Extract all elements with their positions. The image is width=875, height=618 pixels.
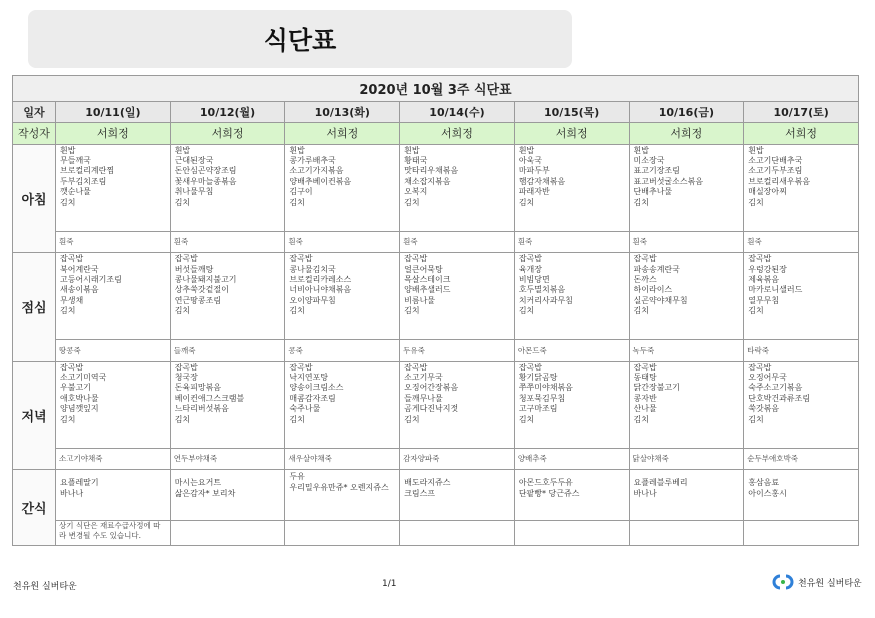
menu-item: 단호박건과류조림: [748, 393, 811, 403]
menu-item: 소고기무국: [404, 373, 443, 383]
writer-cell: 서희정: [170, 123, 285, 145]
menu-item: 쑥갓볶음: [748, 404, 780, 414]
menu-item: 깻순나물: [60, 187, 91, 197]
porridge-cell: 양배추죽: [514, 448, 629, 470]
porridge-cell: 땅콩죽: [56, 340, 171, 362]
writer-cell: 서희정: [400, 123, 515, 145]
porridge-cell: 타락죽: [744, 340, 859, 362]
menu-item: 잡곡밥: [518, 362, 542, 372]
menu-item: 오징어간장볶음: [404, 383, 459, 393]
menu-item: 애호박나물: [60, 393, 99, 403]
menu-item: 채소잡지볶음: [404, 176, 451, 186]
menu-item: 김치: [518, 197, 535, 207]
menu-item: 동태탕: [633, 373, 657, 383]
menu-item: 김치: [289, 414, 305, 424]
menu-item: 김치: [174, 197, 191, 207]
day-header: 10/15(목): [514, 101, 629, 123]
porridge-cell: 흰죽: [285, 231, 400, 253]
menu-item: 무들깨국: [60, 156, 91, 165]
writer-cell: 서희정: [56, 123, 171, 145]
porridge-cell: 흰죽: [400, 231, 515, 253]
menu-item: 김치: [633, 414, 649, 424]
menu-item: 취나물무침: [174, 187, 214, 197]
menu-item: 연근땅콩조림: [174, 295, 222, 305]
menu-item: 새송이볶음: [60, 285, 99, 295]
menu-item: 바나나: [60, 488, 84, 498]
menu-item: 베이컨애그스크램블: [174, 393, 245, 403]
menu-item: 목살스테이크: [404, 274, 451, 284]
writer-cell: 서희정: [285, 123, 400, 145]
menu-cell: [170, 253, 285, 340]
menu-item: 실곤약야채무침: [633, 295, 688, 305]
menu-item: 황태국: [404, 156, 428, 165]
menu-item: 브로컬리계란찜: [60, 166, 115, 176]
menu-item: 잡곡밥: [748, 254, 772, 264]
menu-item: 우리밀우유만쥬* 오렌지쥬스: [289, 482, 389, 492]
menu-item: 들깨무나물: [404, 393, 443, 403]
menu-item: 느타리버섯볶음: [174, 404, 229, 414]
menu-cell: [285, 253, 400, 340]
menu-item: 잡곡밥: [633, 362, 657, 372]
menu-item: 돈육피망볶음: [174, 383, 222, 393]
menu-item: 숙주나물: [289, 404, 321, 414]
menu-item: 잡곡밥: [404, 254, 428, 264]
menu-item: 김치: [289, 306, 305, 316]
porridge-cell: 아몬드죽: [514, 340, 629, 362]
footer-logo-text: 천유원 실버타운: [798, 578, 862, 589]
menu-cell: [400, 361, 515, 448]
writer-cell: 서희정: [744, 123, 859, 145]
menu-item: 김치: [518, 306, 535, 316]
porridge-cell: 새우살야채죽: [285, 448, 400, 470]
menu-item: 삶은감자* 보리차: [174, 488, 236, 498]
menu-item: 닭간장불고기: [633, 383, 680, 393]
menu-item: 소고기가지볶음: [289, 166, 344, 176]
menu-item: 잡곡밥: [633, 254, 657, 264]
menu-cell: [629, 144, 744, 231]
menu-item: 김치: [404, 197, 420, 207]
menu-item: 홍삼음료: [748, 478, 780, 488]
porridge-cell: 흰죽: [514, 231, 629, 253]
menu-cell: [56, 144, 171, 231]
menu-item: 맛타리우채볶음: [404, 166, 459, 176]
menu-item: 낙지연포탕: [289, 373, 329, 383]
menu-item: 김치: [404, 306, 420, 316]
menu-item: 콩가루배추국: [289, 156, 336, 165]
menu-item: 흰밥: [404, 145, 420, 155]
footer-facility-name: 천유원 실버타운: [13, 582, 77, 592]
menu-item: 양념깻잎지: [60, 404, 99, 414]
menu-cell: [56, 253, 171, 340]
menu-item: 청국장: [174, 373, 198, 383]
menu-item: 흰밥: [60, 145, 76, 155]
day-header: 10/11(일): [56, 101, 171, 123]
menu-cell: [629, 253, 744, 340]
menu-item: 고구마조림: [518, 404, 558, 414]
menu-item: 양송이크림소스: [289, 383, 344, 393]
menu-item: 하이라이스: [633, 285, 673, 295]
menu-item: 무생채: [60, 295, 84, 305]
menu-cell: [514, 253, 629, 340]
menu-cell: [285, 144, 400, 231]
menu-item: 근대된장국: [174, 156, 214, 165]
menu-cell: [56, 361, 171, 448]
page-title: 식단표: [263, 26, 337, 55]
menu-item: 콩나물김치국: [289, 264, 336, 274]
menu-item: 비름나물: [404, 295, 436, 305]
writer-label: 작성자: [13, 123, 56, 145]
menu-item: 북어계란국: [60, 264, 99, 274]
menu-item: 김치: [633, 197, 649, 207]
menu-item: 단팥빵* 당근쥬스: [518, 488, 580, 498]
porridge-cell: 연두부야채죽: [170, 448, 285, 470]
menu-item: 김구이: [289, 187, 313, 197]
menu-item: 소고기미역국: [60, 373, 107, 383]
menu-item: 오징어무국: [748, 373, 787, 383]
menu-item: 흰밥: [633, 145, 649, 155]
menu-cell: [170, 144, 285, 231]
menu-item: 김치: [174, 306, 191, 316]
menu-item: 브로컬리카레소스: [289, 274, 352, 284]
menu-item: 아이스홍시: [748, 488, 787, 498]
menu-item: 잡곡밥: [174, 362, 198, 372]
menu-item: 김치: [748, 306, 764, 316]
menu-item: 김치: [748, 414, 764, 424]
menu-item: 마카로니샐러드: [748, 285, 803, 295]
meal-label-dinner: 저녁: [13, 361, 56, 470]
menu-item: 흰밥: [174, 145, 191, 155]
footer-logo: [772, 574, 862, 590]
menu-item: 단배추나물: [633, 187, 673, 197]
menu-item: 김치: [60, 197, 76, 207]
menu-item: 콩나물돼지불고기: [174, 274, 237, 284]
menu-item: 김치: [289, 197, 305, 207]
menu-cell: [629, 361, 744, 448]
menu-item: 흰밥: [289, 145, 305, 155]
day-header: 10/17(토): [744, 101, 859, 123]
day-header: 10/12(월): [170, 101, 285, 123]
day-header: 10/14(수): [400, 101, 515, 123]
meal-label-breakfast: 아침: [13, 144, 56, 253]
writer-cell: 서희정: [514, 123, 629, 145]
menu-item: 양배추샐러드: [404, 285, 451, 295]
day-header: 10/13(화): [285, 101, 400, 123]
menu-item: 김치: [404, 414, 420, 424]
menu-item: 파래자반: [518, 187, 550, 197]
page-title-box: [28, 10, 572, 68]
menu-item: 김치: [60, 414, 76, 424]
menu-item: 돈까스: [633, 274, 657, 284]
menu-cell: [285, 470, 400, 521]
menu-cell: [170, 361, 285, 448]
menu-item: 얼큰어묵탕: [404, 264, 443, 274]
porridge-cell: 콩죽: [285, 340, 400, 362]
menu-item: 잡곡밥: [289, 254, 313, 264]
menu-item: 소고기단배추국: [748, 156, 803, 165]
menu-cell: [170, 470, 285, 521]
menu-item: 파송송계란국: [633, 264, 680, 274]
menu-item: 오이양파무침: [289, 295, 336, 305]
porridge-cell: 흰죽: [629, 231, 744, 253]
menu-item: 잡곡밥: [60, 362, 84, 372]
menu-item: 콩자반: [633, 393, 657, 403]
menu-item: 버섯들깨탕: [174, 264, 214, 274]
menu-item: 요플레딸기: [60, 478, 99, 488]
menu-item: 매콤감자조림: [289, 393, 336, 403]
menu-item: 김치: [60, 306, 76, 316]
menu-cell: [400, 470, 515, 521]
meal-label-snack: 간식: [13, 470, 56, 546]
menu-item: 황기닭곰탕: [518, 373, 558, 383]
porridge-cell: 들깨죽: [170, 340, 285, 362]
menu-item: 잡곡밥: [748, 362, 772, 372]
sheet-title: 2020년 10월 3주 식단표: [13, 76, 859, 102]
menu-item: 육개장: [518, 264, 542, 274]
menu-item: 바나나: [633, 488, 657, 498]
menu-item: 치커리사과무침: [518, 295, 573, 305]
menu-item: 마시는요거트: [174, 478, 222, 488]
menu-item: 흰밥: [748, 145, 764, 155]
menu-item: 김치: [174, 414, 191, 424]
menu-item: 미소장국: [633, 156, 665, 165]
menu-item: 아욱국: [518, 156, 542, 165]
porridge-cell: 흰죽: [56, 231, 171, 253]
menu-item: 호두멸치볶음: [518, 285, 566, 295]
menu-item: 브로컬리새우볶음: [748, 176, 811, 186]
menu-item: 잡곡밥: [289, 362, 313, 372]
menu-cell: [744, 144, 859, 231]
menu-table: [12, 75, 859, 546]
menu-item: 김치: [518, 414, 535, 424]
menu-item: 마파두부: [518, 166, 550, 176]
menu-item: 돈안심곤약장조림: [174, 166, 237, 176]
menu-item: 곰게다진낙지젓: [404, 404, 459, 414]
menu-item: 우불고기: [60, 383, 91, 393]
menu-item: 요플레블루베리: [633, 478, 688, 488]
menu-cell: [400, 253, 515, 340]
menu-item: 너비아니야채볶음: [289, 285, 352, 295]
menu-item: 숙주소고기볶음: [748, 383, 803, 393]
porridge-cell: 닭살야채죽: [629, 448, 744, 470]
menu-cell: [514, 470, 629, 521]
menu-item: 아몬드호두두유: [518, 478, 573, 488]
menu-item: 매실장아찌: [748, 187, 787, 197]
menu-cell: [744, 253, 859, 340]
footer-page-number: 1/1: [382, 579, 397, 589]
porridge-cell: 순두부애호박죽: [744, 448, 859, 470]
menu-item: 비빔당면: [518, 274, 550, 284]
menu-item: 잡곡밥: [518, 254, 542, 264]
menu-item: 햄감자채볶음: [518, 176, 566, 186]
menu-item: 제육볶음: [748, 274, 780, 284]
menu-item: 표고버섯굴소스볶음: [633, 176, 704, 186]
menu-cell: [629, 470, 744, 521]
menu-item: 우렁강된장: [748, 264, 787, 274]
menu-item: 크림스프: [404, 488, 436, 498]
menu-item: 오복지: [404, 187, 428, 197]
porridge-cell: 흰죽: [170, 231, 285, 253]
porridge-cell: 두유죽: [400, 340, 515, 362]
menu-item: 산나물: [633, 404, 657, 414]
silver-town-logo-icon: [772, 574, 794, 590]
porridge-cell: 감자양파죽: [400, 448, 515, 470]
menu-cell: [285, 361, 400, 448]
menu-item: 두유: [289, 472, 305, 482]
menu-item: 열무무침: [748, 295, 780, 305]
menu-item: 소고기두부조림: [748, 166, 803, 176]
menu-cell: [56, 470, 171, 521]
porridge-cell: 흰죽: [744, 231, 859, 253]
menu-item: 잡곡밥: [404, 362, 428, 372]
menu-item: 배도라지쥬스: [404, 478, 451, 488]
meal-label-lunch: 점심: [13, 253, 56, 362]
menu-item: 두부김치조림: [60, 176, 107, 186]
menu-item: 흰밥: [518, 145, 535, 155]
menu-cell: [744, 470, 859, 521]
menu-item: 고등어시래기조림: [60, 274, 122, 284]
menu-cell: [744, 361, 859, 448]
menu-cell: [514, 361, 629, 448]
menu-item: 상추쑥갓겉절이: [174, 285, 229, 295]
menu-cell: [514, 144, 629, 231]
menu-item: 꽃새우마늘종볶음: [174, 176, 237, 186]
menu-item: 양배추베이컨볶음: [289, 176, 352, 186]
menu-cell: [400, 144, 515, 231]
menu-item: 김치: [748, 197, 764, 207]
menu-item: 청포묵김무침: [518, 393, 566, 403]
writer-cell: 서희정: [629, 123, 744, 145]
day-header: 10/16(금): [629, 101, 744, 123]
date-label: 일자: [13, 101, 56, 123]
menu-item: 김치: [633, 306, 649, 316]
menu-item: 표고기장조림: [633, 166, 680, 176]
menu-item: 잡곡밥: [60, 254, 84, 264]
porridge-cell: 녹두죽: [629, 340, 744, 362]
menu-item: 잡곡밥: [174, 254, 198, 264]
porridge-cell: 소고기야채죽: [56, 448, 171, 470]
menu-item: 쭈쭈미야채볶음: [518, 383, 573, 393]
menu-change-note: 상기 식단은 재료수급사정에 따라 변경될 수도 있습니다.: [56, 521, 171, 546]
